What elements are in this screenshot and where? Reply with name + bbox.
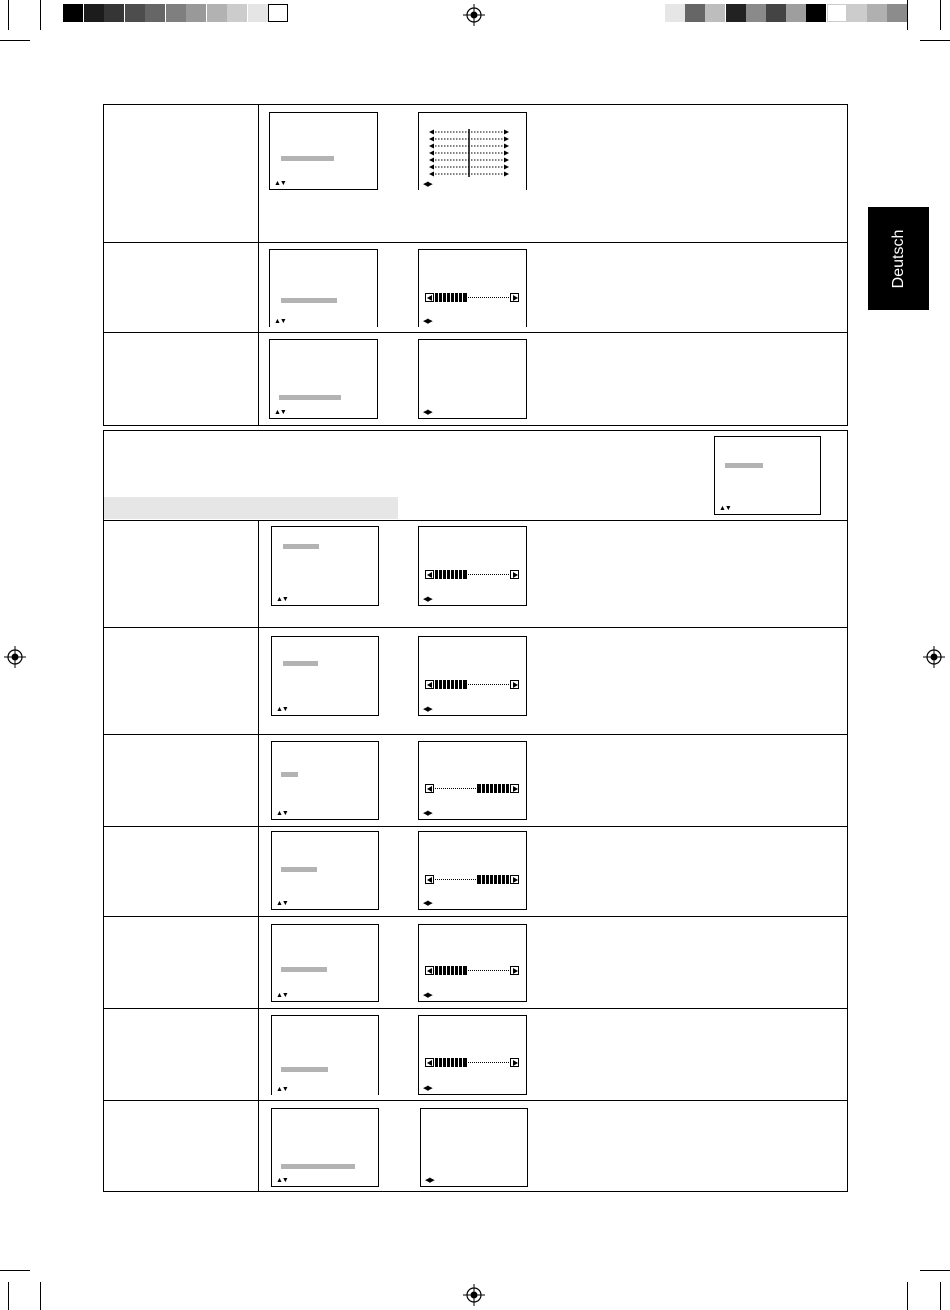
color-swatch — [827, 4, 847, 22]
level-track — [435, 788, 478, 789]
up-down-arrows-icon: ▲▼ — [276, 900, 288, 907]
osd-menu-screen — [269, 249, 378, 327]
left-right-arrows-icon: ◀▶ — [425, 1177, 434, 1184]
color-swatch — [125, 4, 145, 22]
arrow-right-icon — [510, 570, 519, 579]
crop-mark-br-v — [907, 1282, 908, 1310]
crop-mark-bl2-v — [8, 1282, 9, 1310]
osd-menu-screen — [714, 436, 821, 515]
color-swatch — [186, 4, 206, 22]
color-swatch — [746, 4, 766, 22]
color-swatch — [847, 4, 867, 22]
menu-highlight — [281, 867, 317, 872]
left-right-arrows-icon: ◀▶ — [423, 318, 432, 325]
level-marker — [466, 680, 467, 689]
color-swatch — [786, 4, 806, 22]
arrow-left-icon — [425, 966, 434, 975]
registration-mark-icon — [463, 1284, 485, 1306]
menu-highlight — [279, 395, 341, 400]
table-1-row-divider — [103, 242, 848, 243]
up-down-arrows-icon: ▲▼ — [276, 810, 288, 817]
color-swatch — [726, 4, 746, 22]
level-marker — [466, 966, 467, 975]
level-track — [468, 684, 509, 685]
color-swatch — [145, 4, 165, 22]
osd-menu-screen — [269, 339, 378, 419]
convergence-grid-icon — [429, 129, 509, 179]
crop-mark-tr2-v — [940, 0, 941, 30]
color-swatch — [248, 4, 268, 22]
left-right-arrows-icon: ◀▶ — [423, 596, 432, 603]
arrow-right-icon — [510, 784, 519, 793]
left-right-arrows-icon: ◀▶ — [423, 706, 432, 713]
level-slider — [425, 570, 519, 579]
color-swatch — [806, 4, 826, 22]
arrow-left-icon — [425, 570, 434, 579]
level-slider — [425, 293, 519, 302]
arrow-left-icon — [425, 293, 434, 302]
menu-highlight — [281, 772, 298, 777]
osd-menu-screen — [271, 1015, 379, 1095]
menu-highlight — [281, 1067, 328, 1072]
table-2-row-divider — [103, 520, 848, 521]
level-marker — [466, 570, 467, 579]
color-swatch — [104, 4, 124, 22]
up-down-arrows-icon: ▲▼ — [274, 180, 286, 187]
color-swatch — [166, 4, 186, 22]
level-track — [468, 970, 509, 971]
osd-adjust-screen — [418, 831, 527, 910]
up-down-arrows-icon: ▲▼ — [274, 318, 286, 325]
color-swatch — [63, 4, 83, 22]
level-slider — [425, 966, 519, 975]
registration-mark-icon — [4, 646, 26, 668]
osd-menu-screen — [271, 741, 379, 820]
osd-menu-screen — [269, 112, 378, 190]
crop-mark-tr-v — [907, 0, 908, 30]
level-fill — [435, 570, 466, 579]
up-down-arrows-icon: ▲▼ — [276, 1086, 288, 1093]
arrow-left-icon — [425, 1058, 434, 1067]
color-swatch — [685, 4, 705, 22]
crop-mark-tr-h — [920, 40, 950, 41]
up-down-arrows-icon: ▲▼ — [274, 409, 286, 416]
language-tab — [868, 207, 929, 310]
left-right-arrows-icon: ◀▶ — [423, 181, 432, 188]
level-fill — [435, 966, 466, 975]
level-slider — [425, 784, 519, 793]
level-slider — [425, 680, 519, 689]
osd-menu-screen — [271, 831, 379, 910]
up-down-arrows-icon: ▲▼ — [719, 505, 731, 512]
color-swatch — [867, 4, 887, 22]
menu-highlight — [281, 298, 337, 303]
menu-highlight — [281, 1164, 355, 1169]
level-marker — [477, 875, 478, 884]
color-swatch — [665, 4, 685, 22]
level-marker — [466, 1058, 467, 1067]
color-swatch — [84, 4, 104, 22]
left-right-arrows-icon: ◀▶ — [423, 810, 432, 817]
arrow-right-icon — [510, 293, 519, 302]
osd-adjust-screen — [418, 526, 527, 606]
osd-menu-screen — [271, 924, 379, 1002]
color-swatch — [268, 4, 288, 22]
level-marker — [477, 784, 478, 793]
up-down-arrows-icon: ▲▼ — [276, 596, 288, 603]
level-fill — [478, 784, 509, 793]
up-down-arrows-icon: ▲▼ — [276, 706, 288, 713]
table-2-row-divider — [103, 826, 848, 827]
menu-highlight — [725, 463, 763, 468]
osd-adjust-screen — [418, 741, 527, 820]
crop-mark-tl-h — [0, 40, 30, 41]
arrow-right-icon — [510, 680, 519, 689]
left-right-arrows-icon: ◀▶ — [423, 409, 432, 416]
arrow-left-icon — [425, 680, 434, 689]
arrow-right-icon — [510, 875, 519, 884]
arrow-right-icon — [510, 1058, 519, 1067]
table-2-row-divider — [103, 627, 848, 628]
level-fill — [435, 1058, 466, 1067]
left-right-arrows-icon: ◀▶ — [423, 992, 432, 999]
up-down-arrows-icon: ▲▼ — [276, 1177, 288, 1184]
level-marker — [466, 293, 467, 302]
menu-highlight — [283, 544, 319, 549]
level-track — [468, 1062, 509, 1063]
level-slider — [425, 1058, 519, 1067]
color-swatch — [207, 4, 227, 22]
osd-adjust-screen — [418, 339, 527, 419]
level-track — [468, 574, 509, 575]
color-swatch — [766, 4, 786, 22]
table-2-row-divider — [103, 1100, 848, 1101]
crop-mark-bl-v — [40, 1282, 41, 1310]
crop-mark-bl-h — [0, 1270, 30, 1271]
level-fill — [435, 680, 466, 689]
registration-mark-icon — [923, 646, 945, 668]
menu-highlight — [281, 156, 334, 161]
osd-adjust-screen — [418, 924, 527, 1002]
color-swatch — [887, 4, 907, 22]
osd-adjust-screen — [418, 112, 527, 190]
crop-mark-tl-v — [40, 0, 41, 30]
crop-mark-tl2-v — [8, 0, 9, 30]
up-down-arrows-icon: ▲▼ — [276, 992, 288, 999]
arrow-right-icon — [510, 966, 519, 975]
arrow-left-icon — [425, 875, 434, 884]
osd-adjust-screen — [420, 1108, 528, 1187]
crop-mark-br-h — [920, 1270, 950, 1271]
registration-mark-icon — [463, 4, 485, 26]
osd-adjust-screen — [418, 1015, 527, 1095]
table-2-row-divider — [103, 1008, 848, 1009]
header-band — [104, 497, 398, 519]
language-tab-label: Deutsch — [889, 229, 907, 288]
left-right-arrows-icon: ◀▶ — [423, 1085, 432, 1092]
level-fill — [435, 293, 466, 302]
left-right-arrows-icon: ◀▶ — [423, 900, 432, 907]
table-2-row-divider — [103, 734, 848, 735]
osd-menu-screen — [271, 526, 379, 606]
level-slider — [425, 875, 519, 884]
table-2-row-divider — [103, 916, 848, 917]
level-track — [435, 879, 478, 880]
osd-adjust-screen — [418, 636, 527, 716]
level-fill — [478, 875, 509, 884]
table-2-col-divider — [258, 520, 259, 1192]
osd-menu-screen — [271, 1108, 379, 1187]
color-swatch — [227, 4, 247, 22]
osd-menu-screen — [271, 636, 379, 716]
menu-highlight — [283, 661, 318, 666]
table-1-row-divider — [103, 332, 848, 333]
level-track — [468, 297, 509, 298]
arrow-left-icon — [425, 784, 434, 793]
table-1-col-divider — [258, 104, 259, 426]
menu-highlight — [281, 967, 327, 972]
color-swatch — [705, 4, 725, 22]
osd-adjust-screen — [418, 249, 527, 327]
crop-mark-br2-v — [940, 1282, 941, 1310]
